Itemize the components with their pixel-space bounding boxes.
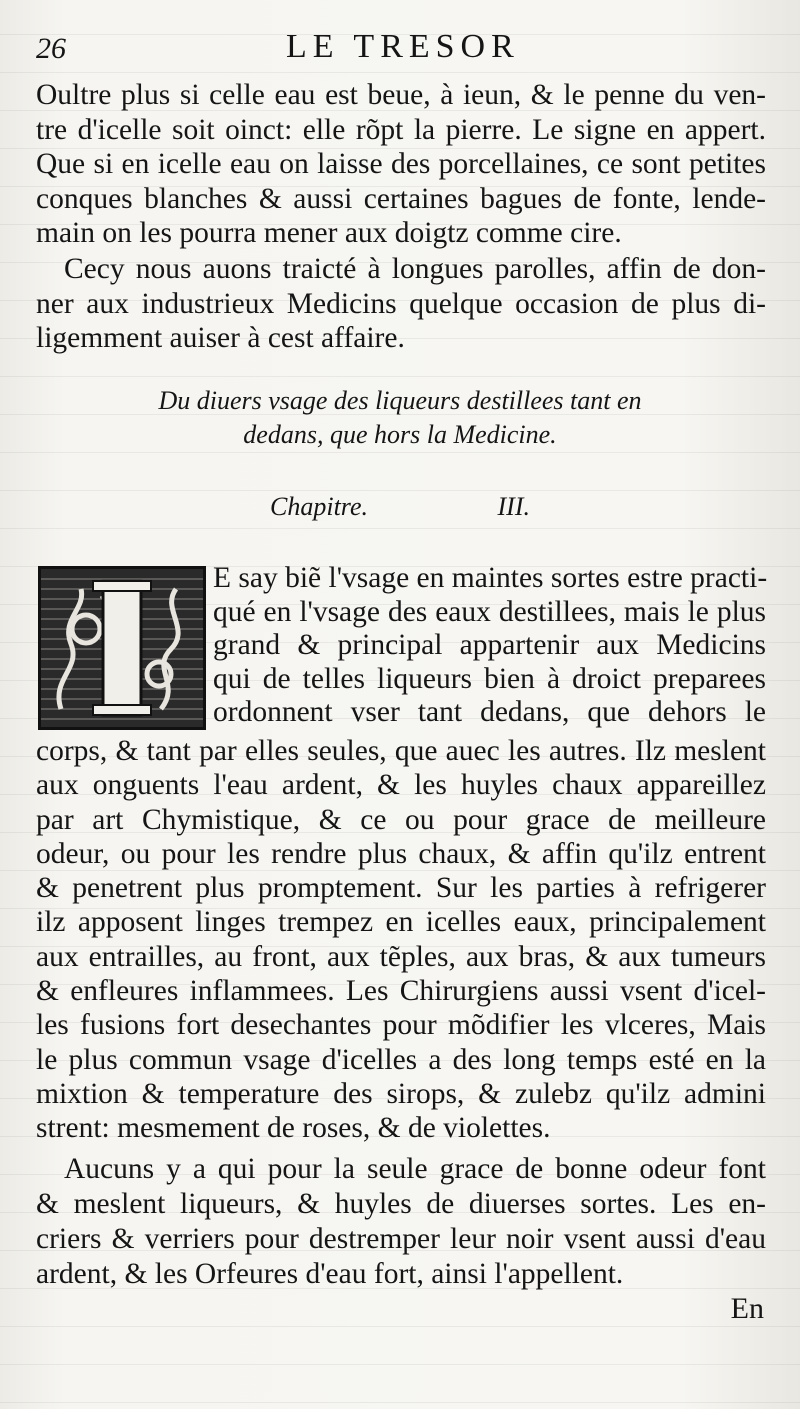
text-line: aux entrailles, au front, aux tẽples, aux bras, & aux tumeurs [36, 940, 766, 973]
text-line: & meslent liqueurs, & huyles de diuerses sortes. Les en- [36, 1188, 766, 1220]
text-line: E say biẽ l'vsage en maintes sortes estre practi- [213, 562, 768, 594]
text-line: ardent, & les Orfeures d'eau fort, ainsi l'appellent. [36, 1258, 624, 1290]
text-line: ner aux industrieux Medicins quelque occasion de plus di- [36, 287, 766, 320]
paragraph-3 [36, 734, 766, 1146]
text-line: main on les pourra mener aux doigtz comme cire. [36, 217, 622, 250]
text-line: Que si en icelle eau on laisse des porcellaines, ce sont petites [36, 148, 766, 181]
text-line: par art Chymistique, & ce ou pour grace de meilleure [36, 803, 766, 836]
text-line: qué en l'vsage des eaux destillees, mais le plus [213, 595, 766, 628]
text-line: qui de telles liqueurs bien à droict preparees [213, 662, 766, 695]
text-line: ordonnent vser tant dedans, que dehors le [213, 696, 766, 729]
text-line: ilz apposent linges trempez en icelles eaux, principalement [36, 906, 766, 939]
text-line: ligemment auiser à cest affaire. [36, 322, 405, 355]
text-line: grand & principal appartenir aux Medicins [213, 629, 766, 662]
chapter-word: Chapitre. [270, 492, 368, 521]
section-heading-line-1: Du diuers vsage des liqueurs destillees tant en [158, 386, 642, 415]
text-line: aux onguents l'eau ardent, & les huyles chaux appareillez [36, 769, 766, 802]
text-line: le plus commun vsage d'icelles a des long temps esté en la [36, 1043, 766, 1076]
text-line: & penetrent plus promptement. Sur les parties à refrigerer [36, 872, 766, 905]
paragraph-4 [36, 1152, 766, 1292]
page-header [36, 28, 766, 68]
text-line: mixtion & temperature des sirops, & zulebz qu'ilz admini [36, 1077, 766, 1110]
paragraph-1 [36, 78, 766, 251]
running-title: LE TRESOR [286, 28, 520, 65]
text-line: conques blanches & aussi certaines bagues de fonte, lende- [36, 182, 766, 215]
text-line: criers & verriers pour destremper leur noir vsent aussi d'eau [36, 1223, 766, 1255]
dropcap-lines [213, 562, 766, 730]
text-line: strent: mesmement de roses, & de violettes. [36, 1112, 551, 1145]
text-line: Oultre plus si celle eau est beue, à ieun, & le penne du ven- [36, 79, 766, 111]
text-line: Aucuns y a qui pour la seule grace de bonne odeur font [64, 1153, 766, 1185]
text-line: odeur, ou pour les rendre plus chaux, & affin qu'ilz entrent [36, 837, 766, 870]
ornament-icon [41, 569, 203, 727]
text-line: tre d'icelle soit oinct: elle rõpt la pierre. Le signe en appert. [36, 113, 766, 146]
text-line: Cecy nous auons traicté à longues parolles, affin de don- [64, 253, 766, 285]
text-line: corps, & tant par elles seules, que auec les autres. Ilz meslent [36, 735, 766, 767]
catchword: En [730, 1292, 764, 1325]
page-number: 26 [36, 32, 66, 65]
section-heading-line-2: dedans, que hors la Medicine. [243, 420, 557, 449]
text-line: & enfleures inflammees. Les Chirurgiens aussi vsent d'icel- [36, 975, 766, 1008]
chapter-number: III. [497, 492, 530, 521]
text-line: les fusions fort desechantes pour mõdifier les vlceres, Mais [36, 1009, 766, 1042]
chapter-label [270, 492, 530, 522]
decorated-initial [38, 566, 206, 730]
paragraph-2 [36, 252, 766, 356]
